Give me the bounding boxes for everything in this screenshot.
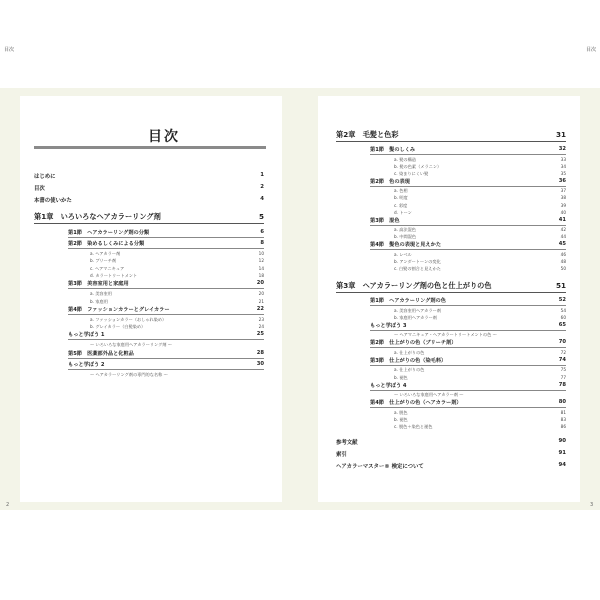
- section-rule: [370, 249, 566, 250]
- toc-section-title: 第2節 仕上がりの色（ブリーチ剤）: [370, 340, 457, 347]
- toc-section[interactable]: [370, 146, 566, 154]
- toc-subsection-title: b. 褪色: [394, 416, 408, 422]
- toc-section-page-number: 30: [256, 360, 264, 367]
- toc-front-item-title: 本書の使いかた: [34, 198, 72, 204]
- toc-section-page-number: 70: [558, 339, 566, 346]
- toc-subsection-title: b. 中間混色: [394, 234, 417, 240]
- toc-chapter-1-page-number: 5: [258, 212, 264, 221]
- toc-subsection-title: c. 脱色＋染色と褪色: [394, 423, 433, 429]
- toc-section-title: 第4節 仕上がりの色（ヘアカラー剤）: [370, 400, 462, 407]
- toc-subsection-title: a. 脱色: [394, 409, 408, 415]
- toc-back-item-page-number: 91: [558, 450, 566, 456]
- toc-chapter-1-title: 第1章 いろいろなヘアカラーリング剤: [34, 212, 161, 221]
- toc-section-title: 第2節 色の表現: [370, 178, 410, 185]
- chapter-1-rule: [34, 223, 264, 224]
- toc-subsection-title: a. 高法混色: [394, 227, 416, 233]
- section-rule: [370, 225, 566, 226]
- toc-front-item-page-number: 2: [260, 184, 264, 190]
- toc-section-page-number: 74: [558, 356, 566, 363]
- toc-section[interactable]: [68, 240, 264, 248]
- toc-note-title: ～ ヘアマニキュア・ヘアカラートリートメントの色 ～: [394, 332, 497, 338]
- toc-back-item[interactable]: [336, 438, 566, 446]
- toc-section-page-number: 45: [558, 241, 566, 248]
- section-rule: [68, 288, 264, 289]
- toc-subsection-page-number: 42: [560, 227, 566, 233]
- toc-section-title: 第1節 ヘアカラーリング剤の色: [370, 298, 446, 304]
- section-rule: [370, 407, 566, 408]
- toc-back-item[interactable]: [336, 462, 566, 470]
- section-rule: [68, 248, 264, 249]
- toc-subsection-page-number: 12: [258, 258, 264, 264]
- toc-section-page-number: 28: [256, 349, 264, 356]
- section-rule: [370, 365, 566, 366]
- toc-subsection-title: d. トーン: [394, 209, 412, 215]
- section-rule: [370, 347, 566, 348]
- section-rule: [370, 186, 566, 187]
- section-rule: [68, 358, 264, 359]
- toc-section-title: 第3節 美容室用と家庭用: [68, 281, 129, 288]
- section-rule: [68, 339, 264, 340]
- toc-subsection-page-number: 50: [560, 266, 566, 272]
- toc-subsection-page-number: 35: [560, 170, 566, 176]
- toc-section-title: もっと学ぼう 4: [370, 382, 407, 389]
- toc-subsection-page-number: 75: [560, 367, 566, 373]
- toc-section-title: 第5節 医薬部外品と化粧品: [68, 350, 134, 357]
- toc-subsection-title: b. 褪色: [394, 374, 408, 380]
- toc-chapter-2-page-number: 31: [555, 130, 566, 139]
- toc-note[interactable]: [90, 372, 264, 380]
- toc-front-item-title: 目次: [34, 186, 45, 192]
- page-title: 目次: [148, 129, 180, 145]
- toc-subsection[interactable]: [394, 424, 566, 432]
- toc-subsection-title: b. 明度: [394, 195, 408, 201]
- toc-back-item[interactable]: [336, 450, 566, 458]
- toc-front-item-page-number: 1: [260, 172, 264, 178]
- chapter-3-rule: [336, 292, 566, 293]
- toc-section[interactable]: [370, 217, 566, 225]
- toc-subsection-page-number: 38: [560, 195, 566, 201]
- toc-subsection-page-number: 34: [560, 163, 566, 169]
- toc-section-page-number: 6: [260, 229, 264, 235]
- toc-section-page-number: 22: [256, 305, 264, 312]
- toc-section-page-number: 80: [558, 399, 566, 406]
- toc-subsection-page-number: 10: [258, 251, 264, 256]
- toc-section-title: 第3節 混色: [370, 217, 400, 224]
- toc-subsection-page-number: 54: [560, 307, 566, 313]
- toc-section[interactable]: [370, 339, 566, 347]
- toc-subsection-page-number: 86: [560, 423, 566, 429]
- toc-back-item-title: ヘアカラーマスター® 検定について: [336, 464, 424, 470]
- toc-section-title: 第2節 染めるしくみによる分類: [68, 241, 145, 247]
- toc-subsection-page-number: 46: [560, 251, 566, 257]
- toc-subsection-page-number: 37: [560, 188, 566, 194]
- toc-section-page-number: 78: [558, 381, 566, 388]
- toc-subsection-page-number: 24: [258, 324, 264, 330]
- toc-subsection-page-number: 21: [258, 298, 264, 304]
- toc-section[interactable]: [370, 241, 566, 249]
- toc-subsection-page-number: 18: [258, 272, 264, 278]
- section-rule: [68, 369, 264, 370]
- toc-section-title: 第1節 ヘアカラーリング剤の分類: [68, 230, 150, 236]
- toc-section[interactable]: [68, 229, 264, 237]
- toc-subsection-title: a. 色相: [394, 188, 408, 194]
- toc-section[interactable]: [370, 322, 566, 330]
- chapter-2-rule: [336, 141, 566, 142]
- toc-section-title: 第4節 髪色の表現と見えかた: [370, 242, 442, 249]
- toc-chapter-3-page-number: 51: [555, 281, 566, 290]
- toc-section-page-number: 41: [558, 216, 566, 223]
- toc-back-item-page-number: 90: [558, 438, 566, 444]
- toc-section-title: 第1節 髪のしくみ: [370, 147, 416, 153]
- toc-subsection-page-number: 60: [560, 314, 566, 320]
- section-rule: [370, 330, 566, 331]
- toc-section[interactable]: [370, 382, 566, 390]
- toc-front-item-title: はじめに: [34, 174, 56, 180]
- toc-section-page-number: 20: [256, 280, 264, 287]
- toc-note-title: ～ ヘアカラーリング剤の専門的な名称 ～: [90, 371, 168, 377]
- toc-section-page-number: 36: [558, 177, 566, 184]
- toc-subsection-title: a. 髪の構造: [394, 156, 416, 162]
- section-rule: [370, 305, 566, 306]
- title-rule: [34, 146, 266, 149]
- toc-chapter-2-title: 第2章 毛髪と色彩: [336, 130, 399, 139]
- toc-chapter-3[interactable]: [336, 281, 566, 289]
- toc-subsection-title: b. 髪の色素（メラニン）: [394, 163, 442, 169]
- toc-note-title: ～ いろいろな家庭用ヘアカラー剤 ～: [394, 392, 464, 398]
- toc-subsection-page-number: 14: [258, 265, 264, 271]
- toc-subsection-page-number: 20: [258, 291, 264, 297]
- toc-subsection-page-number: 48: [560, 259, 566, 264]
- toc-section-page-number: 25: [256, 331, 264, 338]
- toc-subsection-title: a. 美容室用: [90, 291, 112, 297]
- toc-subsection-page-number: 83: [560, 416, 566, 422]
- toc-subsection-title: b. 家庭用ヘアカラー剤: [394, 314, 437, 320]
- toc-subsection-title: c. 染まりにくい髪: [394, 170, 429, 176]
- toc-section-title: もっと学ぼう 2: [68, 361, 105, 368]
- toc-back-item-title: 索引: [336, 452, 347, 458]
- toc-section-page-number: 52: [558, 297, 566, 303]
- toc-subsection-title: c. 彩度: [394, 202, 408, 208]
- toc-subsection-title: b. ブリーチ剤: [90, 258, 117, 264]
- section-rule: [68, 237, 264, 238]
- toc-front-item[interactable]: [34, 172, 264, 180]
- toc-section-title: もっと学ぼう 1: [68, 332, 105, 339]
- toc-subsection-title: a. ファッションカラー（おしゃれ染め）: [90, 316, 167, 322]
- toc-subsection-title: a. レベル: [394, 251, 412, 257]
- toc-back-item-title: 参考文献: [336, 440, 358, 446]
- toc-subsection-title: a. 美容室用ヘアカラー剤: [394, 307, 441, 313]
- toc-note-title: ～ いろいろな家庭用ヘアカラーリング剤 ～: [90, 342, 172, 348]
- toc-subsection-title: b. グレイカラー（白髪染め）: [90, 324, 146, 330]
- toc-section-title: 第3節 仕上がりの色（染毛料）: [370, 357, 447, 364]
- toc-section[interactable]: [68, 361, 264, 369]
- toc-subsection-title: c. 白髪の割合と見えかた: [394, 266, 441, 272]
- toc-section-page-number: 32: [558, 146, 566, 152]
- toc-subsection-page-number: 40: [560, 209, 566, 215]
- toc-section-title: 第4節 ファッションカラーとグレイカラー: [68, 306, 170, 313]
- toc-section[interactable]: [370, 178, 566, 186]
- toc-subsection-page-number: 39: [560, 202, 566, 208]
- toc-section-title: もっと学ぼう 3: [370, 322, 407, 329]
- toc-chapter-1[interactable]: [34, 212, 264, 220]
- toc-subsection-page-number: 72: [560, 349, 566, 355]
- toc-section-page-number: 65: [558, 321, 566, 328]
- toc-subsection-title: a. ヘアカラー剤: [90, 251, 121, 256]
- page-number-left: 2: [6, 502, 10, 508]
- toc-section[interactable]: [68, 306, 264, 314]
- toc-section[interactable]: [68, 331, 264, 339]
- toc-subsection-page-number: 23: [258, 316, 264, 322]
- section-rule: [68, 314, 264, 315]
- toc-subsection-title: b. 家庭用: [90, 298, 108, 304]
- section-rule: [370, 154, 566, 155]
- toc-subsection-title: d. カラートリートメント: [90, 272, 138, 278]
- toc-section[interactable]: [370, 399, 566, 407]
- toc-chapter-2[interactable]: [336, 130, 566, 138]
- toc-subsection-title: a. 仕上がりの色: [394, 349, 425, 355]
- side-tab-left: 目次: [4, 47, 15, 53]
- toc-section[interactable]: [370, 297, 566, 305]
- side-tab-right: 目次: [586, 47, 597, 53]
- toc-section[interactable]: [370, 357, 566, 365]
- toc-chapter-3-title: 第3章 ヘアカラーリング剤の色と仕上がりの色: [336, 281, 492, 290]
- toc-subsection-page-number: 81: [560, 409, 566, 415]
- toc-back-item-page-number: 94: [558, 462, 566, 468]
- toc-subsection-page-number: 77: [560, 374, 566, 380]
- toc-subsection-title: b. アンダートーンの変化: [394, 259, 441, 264]
- toc-section[interactable]: [68, 350, 264, 358]
- toc-section-page-number: 8: [260, 240, 264, 246]
- toc-subsection-page-number: 33: [560, 156, 566, 162]
- toc-front-item[interactable]: [34, 196, 264, 204]
- toc-subsection-title: c. ヘアマニキュア: [90, 265, 125, 271]
- toc-section[interactable]: [68, 280, 264, 288]
- toc-subsection[interactable]: [394, 266, 566, 274]
- toc-subsection-title: a. 仕上がりの色: [394, 367, 425, 373]
- toc-front-item[interactable]: [34, 184, 264, 192]
- page-number-right: 3: [590, 502, 594, 508]
- section-rule: [370, 390, 566, 391]
- toc-front-item-page-number: 4: [260, 196, 264, 202]
- toc-subsection-page-number: 44: [560, 234, 566, 240]
